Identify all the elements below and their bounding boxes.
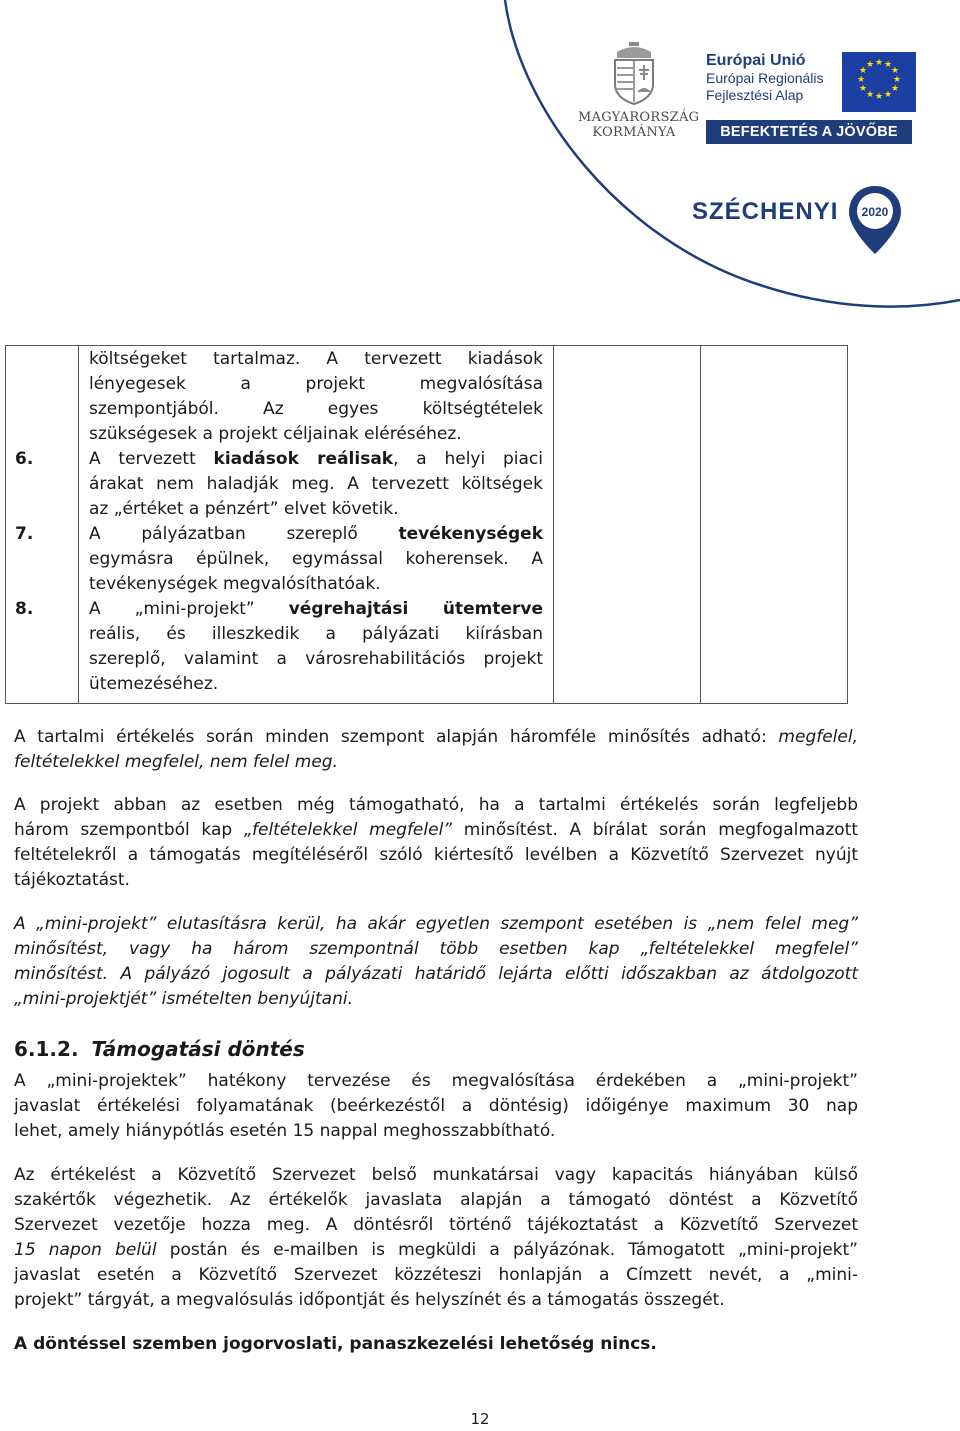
- eu-fund-line1: Európai Regionális: [706, 70, 824, 86]
- text-line: feltételekről a támogatás megítéléséről szóló kiértesítő levélben a Közvetítő Szervezet nyújt: [14, 845, 858, 865]
- svg-text:★: ★: [892, 75, 902, 85]
- eu-flag-icon: [842, 52, 916, 112]
- criterion-5-line: lényegesek a projekt megvalósítása: [89, 374, 543, 394]
- criterion-7-number: 7.: [15, 524, 34, 544]
- criterion-7-line: A pályázatban szereplő tevékenységek: [89, 524, 543, 544]
- coat-of-arms-icon: [599, 40, 669, 106]
- criterion-5-line: szempontjából. Az egyes költségtételek: [89, 399, 543, 419]
- criterion-6-line: A tervezett kiadások reálisak, a helyi piaci: [89, 449, 543, 469]
- hungarian-government-name-line1: MAGYARORSZÁG: [578, 110, 700, 125]
- text-line: projekt” tárgyát, a megvalósulás időpontját és helyszínét és a támogatás összegét.: [14, 1290, 725, 1310]
- paragraph-rejection: [14, 912, 858, 1012]
- text-line: három szempontból kap „feltételekkel megfelel” minősítést. A bírálat során megfogalmazott: [14, 820, 858, 840]
- text-line: szakértők végezhetik. Az értékelők javaslata alapján a támogató döntést a Közvetítő: [14, 1190, 858, 1210]
- text-line: minősítést. A pályázó jogosult a pályázati határidő lejárta előtti időszakban az átdolgozott: [14, 964, 858, 984]
- text-line: feltételekkel megfelel, nem felel meg.: [14, 752, 339, 772]
- text-line: lehet, amely hiánypótlás esetén 15 nappal meghosszabbítható.: [14, 1121, 556, 1141]
- section-number: 6.1.2.: [14, 1037, 79, 1061]
- paragraph-decision-process: [14, 1163, 858, 1313]
- svg-text:★: ★: [856, 75, 866, 85]
- svg-text:★: ★: [858, 66, 868, 76]
- svg-text:★: ★: [865, 60, 875, 70]
- svg-text:★: ★: [865, 90, 875, 100]
- section-title: Támogatási döntés: [91, 1037, 305, 1061]
- criterion-5-line: szükségesek a projekt céljainak eléréséhez.: [89, 424, 462, 444]
- paragraph-evaluation-timeline: [14, 1069, 858, 1144]
- eu-fund-logo: [706, 52, 912, 140]
- page-number: 12: [470, 1410, 490, 1428]
- criterion-8-number: 8.: [15, 599, 34, 619]
- paragraph-conditional-support: [14, 793, 858, 893]
- text-line: A tartalmi értékelés során minden szempont alapján háromféle minősítés adható: megfelel,: [14, 727, 858, 747]
- eu-title: Európai Unió: [706, 52, 806, 69]
- criterion-6-number: 6.: [15, 449, 34, 469]
- szechenyi-2020-logo: [692, 188, 912, 258]
- text-line: tájékoztatást.: [14, 870, 130, 890]
- text-line: Az értékelést a Közvetítő Szervezet belső munkatársai vagy kapacitás hiányában külső: [14, 1165, 858, 1185]
- svg-text:★: ★: [890, 66, 900, 76]
- criterion-7-line: egymásra épülnek, egymással koherensek. A: [89, 549, 543, 569]
- evaluation-criteria-table: [5, 345, 848, 704]
- eu-slogan-banner: BEFEKTETÉS A JÖVŐBE: [706, 120, 912, 144]
- criteria-note-column: [701, 346, 848, 704]
- hungarian-government-name-line2: KORMÁNYA: [592, 125, 676, 140]
- text-line: javaslat esetén a Közvetítő Szervezet közzéteszi honlapján a Címzett nevét, a „mini-: [14, 1265, 858, 1285]
- criterion-8-line: ütemezéséhez.: [89, 674, 219, 694]
- svg-text:★: ★: [890, 84, 900, 94]
- svg-text:★: ★: [858, 84, 868, 94]
- text-line: Szervezet vezetője hozza meg. A döntésről történő tájékoztatást a Közvetítő Szervezet: [14, 1215, 858, 1235]
- text-line: minősítést, vagy ha három szempontnál több esetben kap „feltételekkel megfelel”: [14, 939, 858, 959]
- section-heading: [14, 1036, 305, 1062]
- criterion-5-line: költségeket tartalmaz. A tervezett kiadások: [89, 349, 543, 369]
- criterion-6-line: az „értéket a pénzért” elvet követik.: [89, 499, 399, 519]
- text-line: 15 napon belül postán és e-mailben is megküldi a pályázónak. Támogatott „mini-projekt”: [14, 1240, 858, 1260]
- criterion-7-line: tevékenységek megvalósíthatóak.: [89, 574, 381, 594]
- criteria-text-column: [79, 346, 554, 704]
- text-line: A „mini-projektek” hatékony tervezése és megvalósítása érdekében a „mini-projekt”: [14, 1071, 858, 1091]
- hungarian-government-logo: [578, 40, 700, 140]
- location-pin-icon: [846, 184, 904, 256]
- text-line: A projekt abban az esetben még támogatható, ha a tartalmi értékelés során legfeljebb: [14, 795, 858, 815]
- text-line: A „mini-projekt” elutasításra kerül, ha akár egyetlen szempont esetében is „nem felel meg”: [14, 914, 858, 934]
- criterion-8-line: A „mini-projekt” végrehajtási ütemterve: [89, 599, 543, 619]
- text-line: javaslat értékelési folyamatának (beérkezéstől a döntésig) időigénye maximum 30 nap: [14, 1096, 858, 1116]
- criteria-number-column: [6, 346, 79, 704]
- criterion-6-line: árakat nem haladják meg. A tervezett költségek: [89, 474, 543, 494]
- header-arc-decoration: [0, 0, 960, 320]
- svg-text:★: ★: [874, 92, 884, 102]
- szechenyi-wordmark: SZÉCHENYI: [692, 198, 839, 225]
- szechenyi-year: 2020: [861, 205, 889, 219]
- svg-text:★: ★: [883, 90, 893, 100]
- svg-text:★: ★: [883, 60, 893, 70]
- paragraph-rating-options: [14, 725, 858, 775]
- no-appeal-statement: A döntéssel szemben jogorvoslati, panaszkezelési lehetőség nincs.: [14, 1334, 657, 1354]
- text-line: „mini-projektjét” ismételten benyújtani.: [14, 989, 353, 1009]
- criteria-score-column: [554, 346, 701, 704]
- page-header: [0, 0, 960, 320]
- criterion-8-line: reális, és illeszkedik a pályázati kiírásban: [89, 624, 543, 644]
- svg-text:★: ★: [874, 58, 884, 68]
- criterion-8-line: szereplő, valamint a városrehabilitációs projekt: [89, 649, 543, 669]
- eu-fund-line2: Fejlesztési Alap: [706, 87, 804, 103]
